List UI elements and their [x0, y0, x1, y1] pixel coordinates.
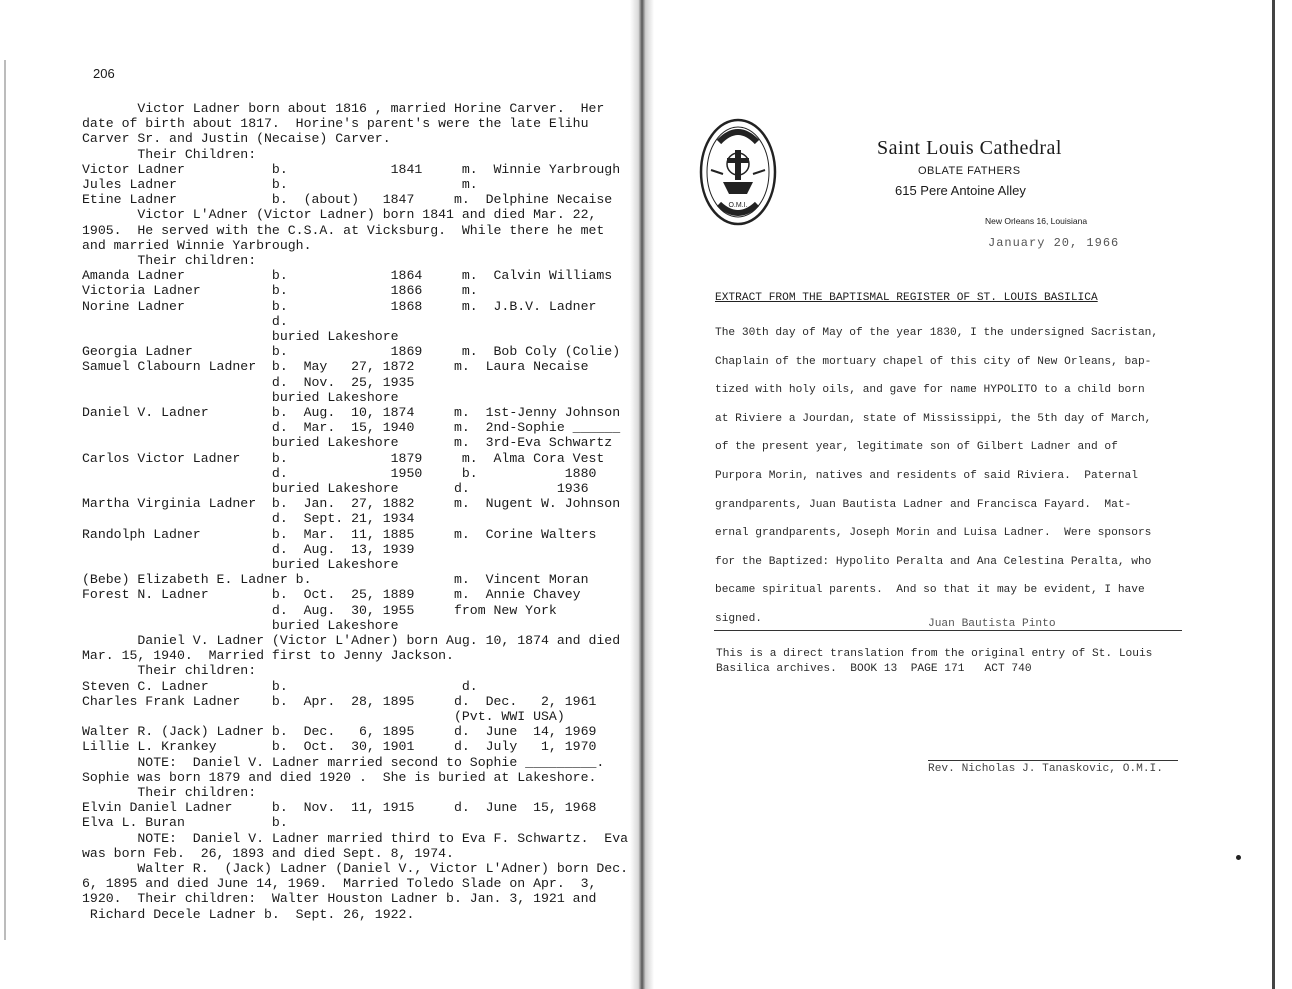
text-line: buried Lakeshore d. 1936 — [82, 481, 589, 496]
text-line: Their children: — [82, 785, 257, 800]
cathedral-city: New Orleans 16, Louisiana — [985, 216, 1088, 226]
text-line: Jules Ladner b. m. — [82, 177, 478, 192]
text-line: NOTE: Daniel V. Ladner married second to Sophie _________. — [82, 754, 605, 770]
text-line: Walter R. (Jack) Ladner b. Dec. 6, 1895 d. June 14, 1969 — [82, 724, 597, 740]
cathedral-title: Saint Louis Cathedral — [877, 137, 1062, 159]
text-line: Amanda Ladner b. 1864 m. Calvin Williams — [82, 268, 613, 284]
text-line: buried Lakeshore — [82, 557, 399, 572]
text-line: Etine Ladner b. (about) 1847 m. Delphine Necaise — [82, 192, 613, 208]
text-line: Their children: — [82, 663, 257, 679]
signer-name: Juan Bautista Pinto — [928, 618, 1056, 630]
text-line: Carver Sr. and Justin (Necaise) Carver. — [82, 131, 391, 147]
text-line: Randolph Ladner b. Mar. 11, 1885 m. Corine Walters — [82, 526, 597, 542]
text-line: 1920. Their children: Walter Houston Ladner b. Jan. 3, 1921 and — [82, 891, 597, 907]
text-line: d. 1950 b. 1880 — [82, 465, 597, 481]
text-line: d. Aug. 13, 1939 — [82, 541, 415, 557]
text-line: Walter R. (Jack) Ladner (Daniel V., Victor L'Adner) born Dec. — [82, 861, 629, 876]
text-line: Carlos Victor Ladner b. 1879 m. Alma Cora Vest — [82, 450, 605, 466]
text-line: signed. — [715, 613, 762, 625]
text-line: Forest N. Ladner b. Oct. 25, 1889 m. Annie Chavey — [82, 587, 581, 603]
text-line: Their Children: — [82, 146, 257, 162]
text-line: Lillie L. Krankey b. Oct. 30, 1901 d. July 1, 1970 — [82, 739, 597, 755]
text-line: of the present year, legitimate son of Gilbert Ladner and of — [715, 441, 1118, 454]
text-line: buried Lakeshore — [82, 389, 399, 405]
text-line: Their children: — [82, 253, 257, 268]
text-line: Norine Ladner b. 1868 m. J.B.V. Ladner — [82, 298, 597, 314]
text-line: 6, 1895 and died June 14, 1969. Married Toledo Slade on Apr. 3, — [82, 876, 597, 892]
text-line: (Bebe) Elizabeth E. Ladner b. m. Vincent Moran — [82, 572, 589, 588]
text-line: buried Lakeshore — [82, 329, 399, 344]
text-line: Victor Ladner b. 1841 m. Winnie Yarbrough — [82, 161, 621, 177]
priest-signature-rule — [928, 760, 1178, 761]
seal-label: O.M.I. — [728, 202, 748, 209]
text-line: buried Lakeshore m. 3rd-Eva Schwartz — [82, 435, 613, 451]
text-line: 1905. He served with the C.S.A. at Vicksburg. While there he met — [82, 222, 605, 238]
text-line: (Pvt. WWI USA) — [82, 709, 565, 724]
priest-name: Rev. Nicholas J. Tanaskovic, O.M.I. — [928, 763, 1163, 775]
text-line: Purpora Morin, natives and residents of said Riviera. Paternal — [715, 470, 1138, 482]
text-line: NOTE: Daniel V. Ladner married third to Eva F. Schwartz. Eva — [82, 830, 629, 846]
text-line: Elva L. Buran b. — [82, 815, 288, 831]
text-line: for the Baptized: Hypolito Peralta and Ana Celestina Peralta, who — [715, 555, 1152, 568]
text-line: Sophie was born 1879 and died 1920 . She is buried at Lakeshore. — [82, 769, 597, 785]
cathedral-address: 615 Pere Antoine Alley — [895, 183, 1026, 198]
text-line: buried Lakeshore — [82, 617, 399, 633]
letter-date: January 20, 1966 — [988, 236, 1120, 250]
text-line: d. Aug. 30, 1955 from New York — [82, 602, 557, 618]
text-line: Elvin Daniel Ladner b. Nov. 11, 1915 d. June 15, 1968 — [82, 800, 597, 816]
text-line: Steven C. Ladner b. d. — [82, 678, 478, 694]
text-line: and married Winnie Yarbrough. — [82, 237, 312, 253]
text-line: This is a direct translation from the original entry of St. Louis — [716, 648, 1153, 660]
text-line: Chaplain of the mortuary chapel of this city of New Orleans, bap- — [715, 355, 1152, 368]
text-line: Mar. 15, 1940. Married first to Jenny Jackson. — [82, 648, 454, 664]
text-line: Daniel V. Ladner b. Aug. 10, 1874 m. 1st-Jenny Johnson — [82, 405, 621, 420]
page-edge — [4, 60, 6, 940]
text-line: date of birth about 1817. Horine's parent's were the late Elihu — [82, 116, 589, 132]
text-line: Victoria Ladner b. 1866 m. — [82, 283, 478, 299]
text-line: became spiritual parents. And so that it may be evident, I have — [715, 584, 1145, 597]
text-line: Charles Frank Ladner b. Apr. 28, 1895 d. Dec. 2, 1961 — [82, 693, 597, 709]
text-line: Richard Decele Ladner b. Sept. 26, 1922. — [82, 906, 415, 922]
page-number: 206 — [93, 66, 115, 81]
text-line: Victor Ladner born about 1816 , married Horine Carver. Her — [82, 101, 605, 116]
text-line: was born Feb. 26, 1893 and died Sept. 8, 1974. — [82, 845, 454, 861]
cathedral-subtitle: OBLATE FATHERS — [918, 165, 1021, 177]
text-line: Martha Virginia Ladner b. Jan. 27, 1882 m. Nugent W. Johnson — [82, 496, 621, 512]
text-line: ernal grandparents, Joseph Morin and Luisa Ladner. Were sponsors — [715, 527, 1152, 540]
text-line: d. — [82, 313, 288, 329]
text-line: Victor L'Adner (Victor Ladner) born 1841 and died Mar. 22, — [82, 207, 597, 223]
cathedral-seal-icon — [697, 112, 779, 232]
page-edge-right — [1272, 0, 1275, 989]
text-line: at Riviere a Jourdan, state of Mississippi, the 5th day of March, — [715, 412, 1152, 425]
text-line: The 30th day of May of the year 1830, I the undersigned Sacristan, — [715, 327, 1159, 339]
text-line: d. Nov. 25, 1935 — [82, 374, 415, 390]
signature-rule — [714, 630, 1182, 631]
text-line: Samuel Clabourn Ladner b. May 27, 1872 m. Laura Necaise — [82, 359, 589, 375]
text-line: tized with holy oils, and gave for name HYPOLITO to a child born — [715, 384, 1145, 397]
left-page — [0, 0, 640, 989]
text-line: Daniel V. Ladner (Victor L'Adner) born Aug. 10, 1874 and died — [82, 633, 621, 648]
text-line: d. Mar. 15, 1940 m. 2nd-Sophie ______ — [82, 420, 621, 436]
text-line: Basilica archives. BOOK 13 PAGE 171 ACT 740 — [716, 663, 1032, 675]
text-line: grandparents, Juan Bautista Ladner and Francisca Fayard. Mat- — [715, 498, 1132, 511]
text-line: Georgia Ladner b. 1869 m. Bob Coly (Colie) — [82, 344, 621, 360]
extract-heading: EXTRACT FROM THE BAPTISMAL REGISTER OF ST. LOUIS BASILICA — [715, 292, 1098, 304]
ink-spot — [1236, 855, 1241, 860]
text-line: d. Sept. 21, 1934 — [82, 511, 415, 527]
